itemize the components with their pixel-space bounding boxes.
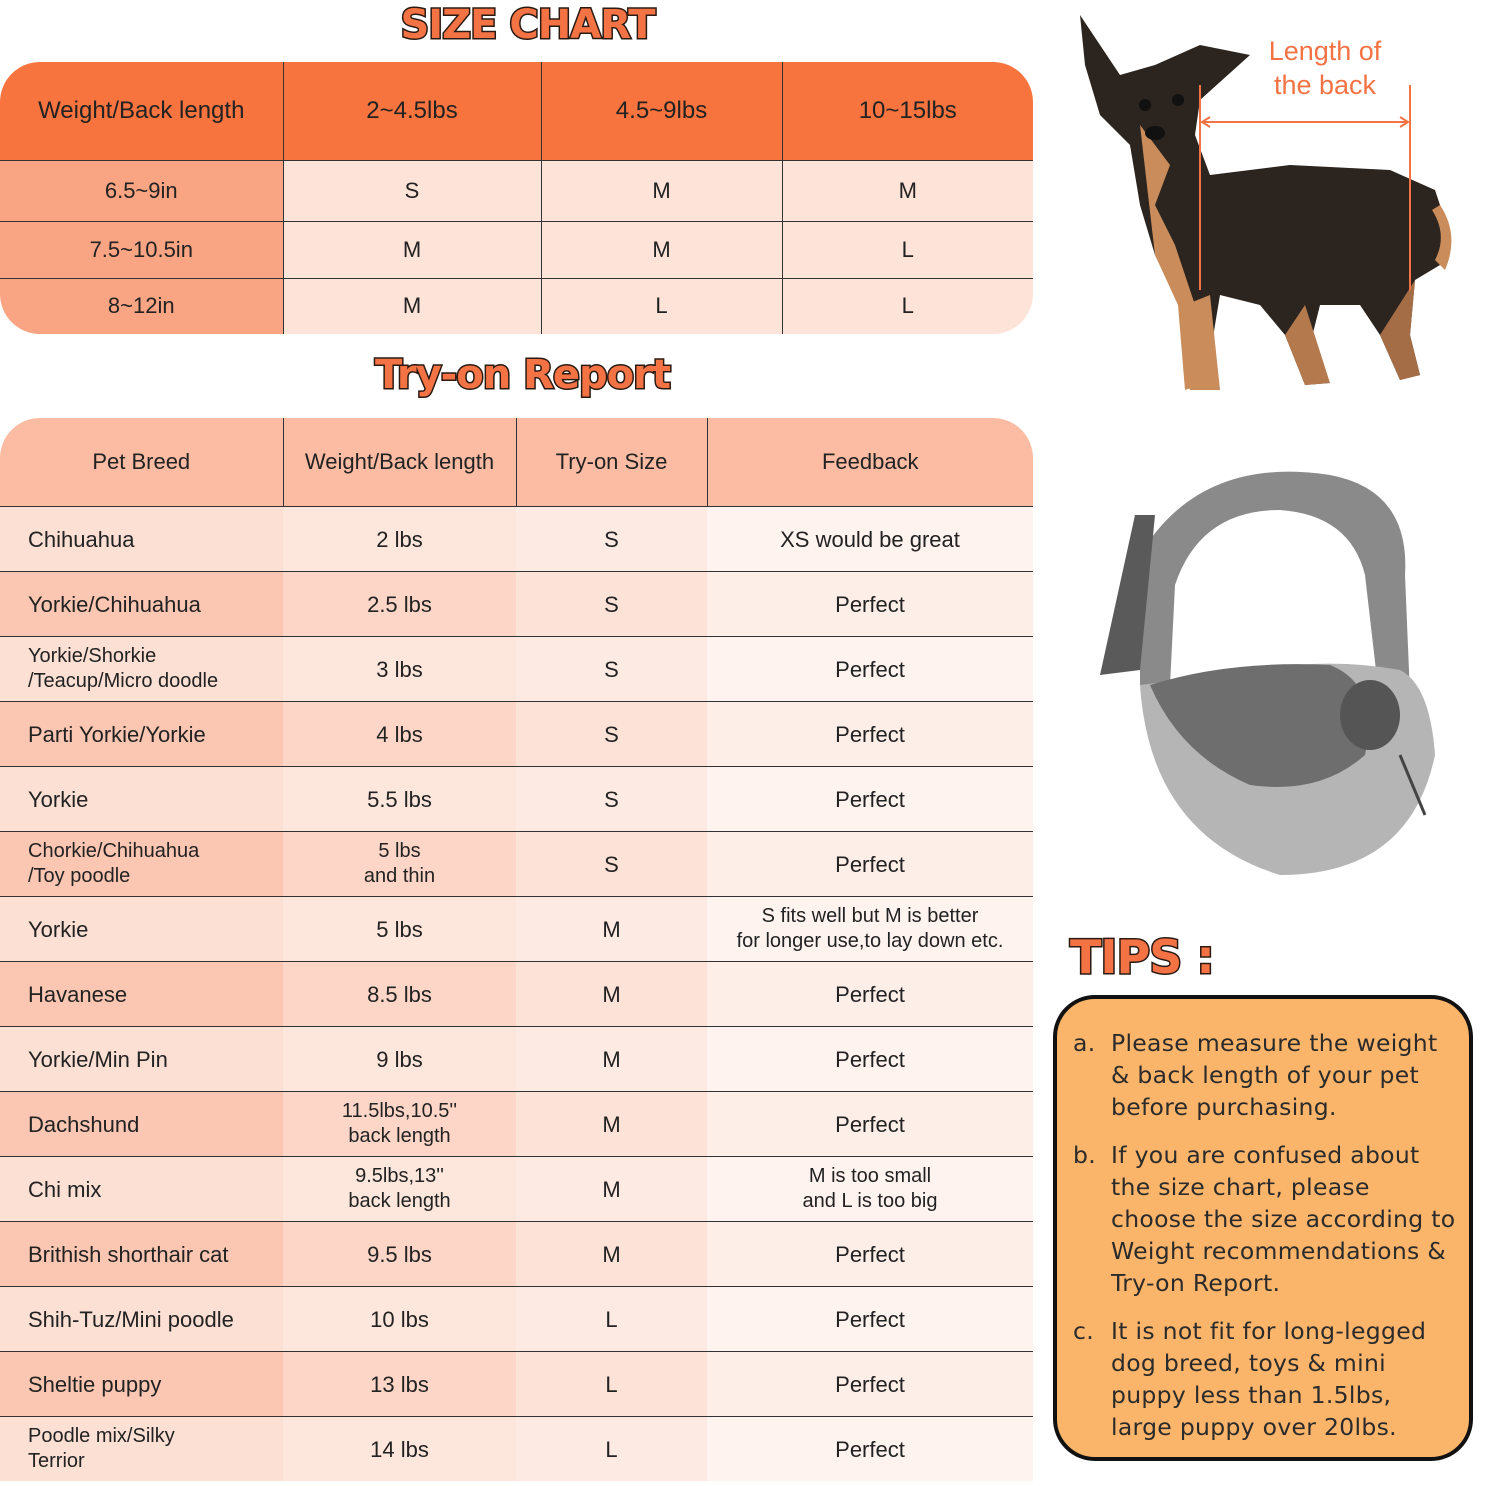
tip-item xyxy=(1073,1027,1459,1123)
table-row xyxy=(0,1352,1033,1417)
feedback-cell: Perfect xyxy=(707,1417,1033,1482)
size-cell: M xyxy=(516,1027,707,1092)
size-chart-table xyxy=(0,62,1033,334)
size-cell: M xyxy=(516,1222,707,1287)
feedback-cell xyxy=(707,1157,1033,1222)
size-cell: L xyxy=(516,1352,707,1417)
breed-cell: Sheltie puppy xyxy=(0,1352,283,1417)
feedback-cell-line: and L is too big xyxy=(802,1190,938,1212)
size-cell: L xyxy=(516,1287,707,1352)
column-header: Try-on Size xyxy=(516,418,707,507)
weight-cell: 10 lbs xyxy=(283,1287,516,1352)
size-cell: M xyxy=(541,161,782,222)
column-header: Weight/Back length xyxy=(283,418,516,507)
table-row xyxy=(0,161,1033,222)
column-header: Feedback xyxy=(707,418,1033,507)
weight-cell-line: and thin xyxy=(363,865,436,887)
breed-cell: Yorkie xyxy=(0,767,283,832)
feedback-cell: Perfect xyxy=(707,1352,1033,1417)
column-header: 10~15lbs xyxy=(782,62,1033,161)
feedback-cell: Perfect xyxy=(707,637,1033,702)
column-header: Weight/Back length xyxy=(0,62,283,161)
size-cell: M xyxy=(516,897,707,962)
size-cell: M xyxy=(516,962,707,1027)
size-cell: S xyxy=(516,572,707,637)
tip-item xyxy=(1073,1139,1459,1299)
weight-cell: 9 lbs xyxy=(283,1027,516,1092)
breed-cell: Brithish shorthair cat xyxy=(0,1222,283,1287)
table-row xyxy=(0,897,1033,962)
breed-cell: Yorkie xyxy=(0,897,283,962)
tip-text: It is not fit for long-legged dog breed, toys & mini puppy less than 1.5lbs, large puppy over 20lbs. xyxy=(1111,1317,1427,1441)
table-row xyxy=(0,1157,1033,1222)
feedback-cell-line: S fits well but M is better xyxy=(761,905,979,927)
breed-cell xyxy=(0,832,283,897)
weight-cell: 3 lbs xyxy=(283,637,516,702)
feedback-cell: Perfect xyxy=(707,1092,1033,1157)
feedback-cell: Perfect xyxy=(707,962,1033,1027)
breed-cell: Dachshund xyxy=(0,1092,283,1157)
breed-cell xyxy=(0,637,283,702)
table-row xyxy=(0,279,1033,334)
tip-item xyxy=(1073,1315,1459,1443)
feedback-cell: Perfect xyxy=(707,832,1033,897)
feedback-cell: Perfect xyxy=(707,572,1033,637)
feedback-cell: Perfect xyxy=(707,1027,1033,1092)
weight-cell: 5.5 lbs xyxy=(283,767,516,832)
breed-cell: Chihuahua xyxy=(0,507,283,572)
annotation-line1: Length of xyxy=(1268,36,1382,66)
feedback-cell-line: M is too small xyxy=(808,1165,932,1187)
try-on-report-table xyxy=(0,418,1033,1481)
breed-cell-line: /Teacup/Micro doodle xyxy=(28,670,219,692)
weight-cell: 9.5 lbs xyxy=(283,1222,516,1287)
weight-cell xyxy=(283,1157,516,1222)
weight-cell-line: back length xyxy=(348,1190,451,1212)
table-row xyxy=(0,1417,1033,1482)
tips-box xyxy=(1053,995,1473,1461)
size-cell: M xyxy=(516,1157,707,1222)
feedback-cell: XS would be great xyxy=(707,507,1033,572)
weight-cell xyxy=(283,1092,516,1157)
tips-title: TIPS : xyxy=(1070,930,1214,984)
table-row xyxy=(0,702,1033,767)
table-row xyxy=(0,1027,1033,1092)
tip-text: If you are confused about the size chart, please choose the size according to Weight recommendations & Try-on Report. xyxy=(1111,1141,1456,1297)
breed-cell-line: /Toy poodle xyxy=(28,865,131,887)
weight-cell-line: 11.5lbs,10.5'' xyxy=(341,1100,458,1122)
breed-cell: Yorkie/Chihuahua xyxy=(0,572,283,637)
size-cell: L xyxy=(516,1417,707,1482)
breed-cell: Parti Yorkie/Yorkie xyxy=(0,702,283,767)
column-header: 4.5~9lbs xyxy=(541,62,782,161)
pet-sling-carrier-image xyxy=(1080,455,1440,885)
size-cell: S xyxy=(516,637,707,702)
size-cell: S xyxy=(516,832,707,897)
size-cell: M xyxy=(283,279,541,334)
breed-cell-line: Poodle mix/Silky xyxy=(28,1425,175,1447)
size-cell: M xyxy=(516,1092,707,1157)
size-cell: S xyxy=(516,507,707,572)
table-row xyxy=(0,1287,1033,1352)
breed-cell: Yorkie/Min Pin xyxy=(0,1027,283,1092)
weight-cell xyxy=(283,832,516,897)
column-header: Pet Breed xyxy=(0,418,283,507)
weight-cell: 4 lbs xyxy=(283,702,516,767)
feedback-cell-line: for longer use,to lay down etc. xyxy=(736,930,1004,952)
table-row xyxy=(0,962,1033,1027)
tip-letter: c. xyxy=(1073,1317,1094,1345)
back-length-cell: 6.5~9in xyxy=(0,161,283,222)
size-cell: M xyxy=(782,161,1033,222)
table-row xyxy=(0,637,1033,702)
breed-cell xyxy=(0,1417,283,1482)
weight-cell: 2 lbs xyxy=(283,507,516,572)
feedback-cell: Perfect xyxy=(707,702,1033,767)
weight-cell: 14 lbs xyxy=(283,1417,516,1482)
breed-cell-line: Terrior xyxy=(28,1450,85,1472)
size-cell: S xyxy=(516,767,707,832)
size-cell: L xyxy=(541,279,782,334)
breed-cell-line: Chorkie/Chihuahua xyxy=(28,840,200,862)
back-length-annotation xyxy=(1240,34,1410,102)
table-row xyxy=(0,832,1033,897)
table-row xyxy=(0,507,1033,572)
weight-cell: 13 lbs xyxy=(283,1352,516,1417)
size-chart-title: SIZE CHART xyxy=(400,2,655,48)
table-row xyxy=(0,1092,1033,1157)
try-on-report-title: Try-on Report xyxy=(374,352,671,398)
breed-cell-line: Yorkie/Shorkie xyxy=(28,645,157,667)
weight-cell: 2.5 lbs xyxy=(283,572,516,637)
weight-cell: 5 lbs xyxy=(283,897,516,962)
back-length-cell: 8~12in xyxy=(0,279,283,334)
annotation-line2: the back xyxy=(1273,70,1377,100)
column-header: 2~4.5lbs xyxy=(283,62,541,161)
table-row xyxy=(0,767,1033,832)
size-header-row xyxy=(0,62,1033,161)
table-row xyxy=(0,1222,1033,1287)
feedback-cell: Perfect xyxy=(707,767,1033,832)
weight-cell-line: 9.5lbs,13'' xyxy=(355,1165,444,1187)
try-on-header-row xyxy=(0,418,1033,507)
tip-letter: b. xyxy=(1073,1141,1096,1169)
back-length-cell: 7.5~10.5in xyxy=(0,222,283,279)
size-cell: M xyxy=(283,222,541,279)
weight-cell: 8.5 lbs xyxy=(283,962,516,1027)
feedback-cell: Perfect xyxy=(707,1287,1033,1352)
breed-cell: Chi mix xyxy=(0,1157,283,1222)
weight-cell-line: 5 lbs xyxy=(378,840,421,862)
size-cell: S xyxy=(283,161,541,222)
tip-letter: a. xyxy=(1073,1029,1096,1057)
tip-text: Please measure the weight & back length of your pet before purchasing. xyxy=(1111,1029,1438,1121)
table-row xyxy=(0,222,1033,279)
breed-cell: Shih-Tuz/Mini poodle xyxy=(0,1287,283,1352)
feedback-cell: Perfect xyxy=(707,1222,1033,1287)
size-cell: M xyxy=(541,222,782,279)
table-row xyxy=(0,572,1033,637)
breed-cell: Havanese xyxy=(0,962,283,1027)
weight-cell-line: back length xyxy=(348,1125,451,1147)
size-cell: S xyxy=(516,702,707,767)
size-cell: L xyxy=(782,279,1033,334)
feedback-cell xyxy=(707,897,1033,962)
size-cell: L xyxy=(782,222,1033,279)
